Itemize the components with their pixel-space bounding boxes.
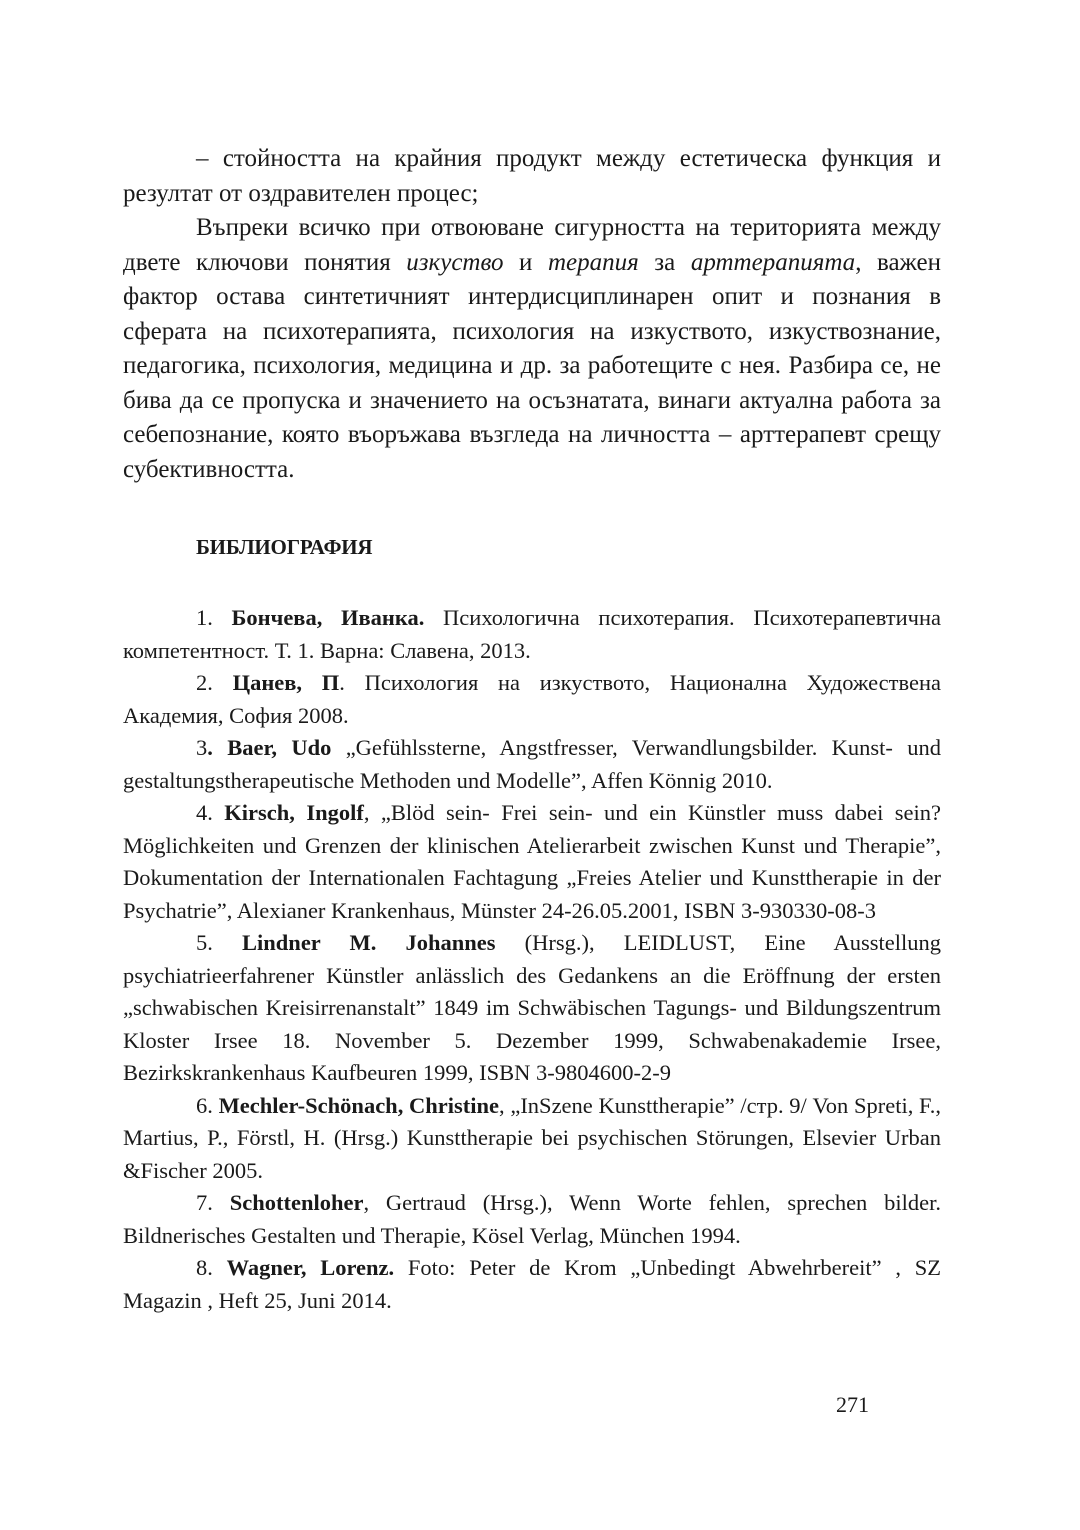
entry-number: 8. [196, 1255, 227, 1280]
page-content [123, 142, 941, 1317]
entry-author: Lindner M. Johannes [242, 930, 496, 955]
text-span: , важен фактор остава синтетичният интердисциплинарен опит и познания в сферата на психотерапията, психология на изкуството, изкуствознание, педагогика, психология, медицина и др. за работещите с нея. Разбира се, не бива да се пропуска и значението на осъзнатата, винаги актуална работа за себепознание, която въоръжава възгледа на личността – арттерапевт срещу субективността. [123, 248, 941, 483]
bibliography-list [123, 602, 941, 1317]
entry-number: 6. [196, 1092, 219, 1118]
bibliography-entry-6 [123, 1090, 941, 1188]
entry-author: Schottenloher [229, 1190, 364, 1215]
bibliography-entry-5 [123, 927, 941, 1090]
bibliography-entry-1 [123, 602, 941, 667]
bibliography-entry-4 [123, 797, 941, 927]
bibliography-entry-2 [123, 667, 941, 732]
entry-author: Mechler-Schönach, Christine [218, 1092, 500, 1118]
entry-text: „Gefühlssterne, Angstfresser, Verwandlungsbilder. Kunst- und gestaltungstherapeutische Methoden und Modelle”, Affen Könnig 2010. [123, 735, 941, 793]
italic-term-arttherapy: арттерапията [690, 248, 856, 276]
body-text [123, 142, 941, 487]
entry-number: 2. [196, 670, 233, 695]
entry-author: . Baer, Udo [207, 735, 332, 760]
page-number: 271 [836, 1392, 869, 1417]
bibliography-entry-7 [123, 1187, 941, 1252]
entry-number: 7. [196, 1190, 230, 1215]
bibliography-entry-8 [123, 1252, 941, 1317]
text-span: и [503, 248, 548, 276]
entry-number: 4. [196, 800, 225, 825]
text-span: за [638, 248, 691, 276]
italic-term-therapy: терапия [547, 248, 639, 276]
bibliography-entry-3 [123, 732, 941, 797]
entry-number: 3 [196, 735, 208, 760]
bibliography-heading: БИБЛИОГРАФИЯ [196, 535, 373, 559]
italic-term-art: изкуство [406, 248, 504, 276]
entry-number: 5. [196, 930, 243, 955]
entry-author: Цанев, П [232, 670, 340, 695]
entry-text: , „Blöd sein- Frei sein- und ein Künstler muss dabei sein? Möglichkeiten und Grenzen der klinischen Atelierarbeit zwischen Kunst und Therapie”, Dokumentation der Internationalen Fachtagung „Freies Atelier und Kunsttherapie in der Psychatrie”, Alexianer Krankenhaus, Münster 24-26.05.2001, ISBN 3-930330-08-3 [123, 800, 942, 923]
entry-text: Foto: Peter de Krom „Unbedingt Abwehrbereit” , SZ Magazin , Heft 25, Juni 2014. [123, 1255, 941, 1313]
entry-text: (Hrsg.), LEIDLUST, Eine Ausstellung psychiatrieerfahrener Künstler anlässlich des Gedankens an die Eröffnung der ersten „schwabischen Kreisirrenanstalt” 1849 im Schwäbischen Tagungs- und Bildungszentrum Kloster Irsee 18. November 5. Dezember 1999, Schwabenakademie Irsee, Bezirkskrankenhaus Kaufbeuren 1999, ISBN 3-9804600-2-9 [123, 930, 941, 1085]
entry-text: , Gertraud (Hrsg.), Wenn Worte fehlen, sprechen bilder. Bildnerisches Gestalten und Therapie, Kösel Verlag, München 1994. [123, 1190, 941, 1248]
entry-text: , „InSzene Kunsttherapie” /стр. 9/ Von Spreti, F., Martius, P., Förstl, H. (Hrsg.) Kunsttherapie bei psychischen Störungen, Elsevier Urban &Fischer 2005. [123, 1092, 941, 1183]
entry-author: Kirsch, Ingolf [224, 800, 364, 825]
text-span: Въпреки всичко при отвоюване сигурността на територията между двете ключови понятия [123, 214, 941, 276]
entry-author: Бончева, Иванка. [231, 605, 425, 630]
body-paragraph-1: – стойността на крайния продукт между естетическа функция и резултат от оздравителен процес; [123, 145, 941, 207]
entry-text: . Психология на изкуството, Национална Художествена Академия, София 2008. [123, 670, 941, 728]
entry-number: 1. [196, 605, 232, 630]
body-paragraph-2 [123, 211, 941, 487]
entry-text: Психологична психотерапия. Психотерапевтична компетентност. Т. 1. Варна: Славена, 2013. [123, 605, 942, 663]
entry-author: Wagner, Lorenz. [226, 1255, 395, 1280]
